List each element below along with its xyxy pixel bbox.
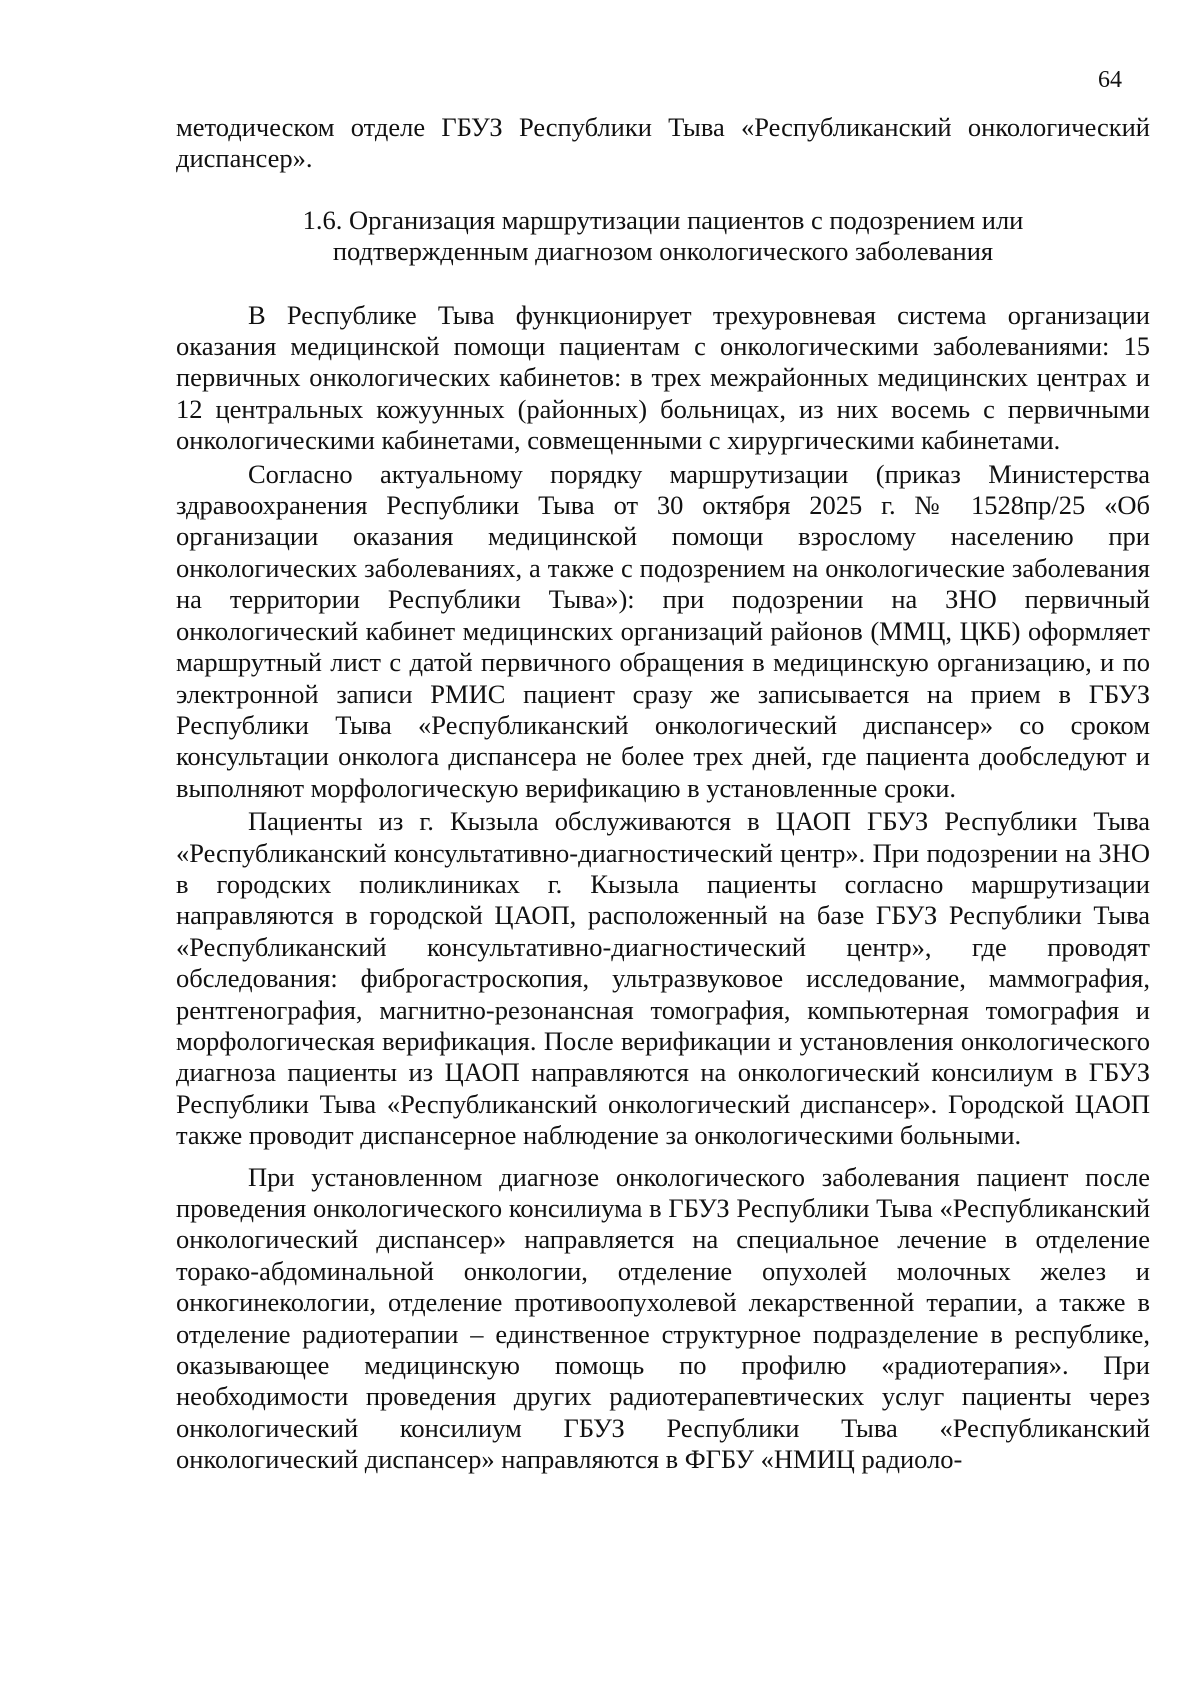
- paragraph-three-level-system: В Республике Тыва функционирует трехуровневая система организации оказания медицинской помощи пациентам с онкологическими заболеваниями: 15 первичных онкологических кабинетов: в трех межрайонных медицинских центрах и 12 центральных кожуунных (районных) больницах, из них восемь с первичными онкологическими кабинетами, совмещенными с хирургическими кабинетами.: [176, 299, 1150, 456]
- paragraph-kyzyl-patients: Пациенты из г. Кызыла обслуживаются в ЦАОП ГБУЗ Республики Тыва «Республиканский консультативно-диагностический центр». При подозрении на ЗНО в городских поликлиниках г. Кызыла пациенты согласно маршрутизации направляются в городской ЦАОП, расположенный на базе ГБУЗ Республики Тыва «Республиканский консультативно-диагностический центр», где проводят обследования: фиброгастроскопия, ультразвуковое исследование, маммография, рентгенография, магнитно-резонансная томография, компьютерная томография и морфологическая верификация. После верификации и установления онкологического диагноза пациенты из ЦАОП направляются на онкологический консилиум в ГБУЗ Республики Тыва «Республиканский онкологический диспансер». Городской ЦАОП также проводит диспансерное наблюдение за онкологическими больными.: [176, 806, 1150, 1151]
- paragraph-established-diagnosis: При установленном диагнозе онкологического заболевания пациент после проведения онкологического консилиума в ГБУЗ Республики Тыва «Республиканский онкологический диспансер» направляется на специальное лечение в отделение торако-абдоминальной онкологии, отделение опухолей молочных желез и онкогинекологии, отделение противоопухолевой лекарственной терапии, а также в отделение радиотерапии – единственное структурное подразделение в республике, оказывающее медицинскую помощь по профилю «радиотерапия». При необходимости проведения других радиотерапевтических услуг пациенты через онкологический консилиум ГБУЗ Республики Тыва «Республиканский онкологический диспансер» направляются в ФГБУ «НМИЦ радиоло-: [176, 1161, 1150, 1475]
- section-heading-line-2: подтвержденным диагнозом онкологического заболевания: [332, 236, 994, 267]
- paragraph-routing-order: Согласно актуальному порядку маршрутизации (приказ Министерства здравоохранения Республики Тыва от 30 октября 2025 г. № 1528пр/25 «Об организации оказания медицинской помощи взрослому населению при онкологических заболеваниях, а также с подозрением на онкологические заболевания на территории Республики Тыва»): при подозрении на ЗНО первичный онкологический кабинет медицинских организаций районов (ММЦ, ЦКБ) оформляет маршрутный лист с датой первичного обращения в медицинскую организацию, и по электронной записи РМИС пациент сразу же записывается на прием в ГБУЗ Республики Тыва «Республиканский онкологический диспансер» со сроком консультации онколога диспансера не более трех дней, где пациента дообследуют и выполняют морфологическую верификацию в установленные сроки.: [176, 458, 1150, 803]
- intro-text: методическом отделе ГБУЗ Республики Тыва «Республиканский онкологический диспансер».: [176, 112, 1150, 174]
- document-body: [176, 112, 1150, 1476]
- section-heading-line-1: 1.6. Организация маршрутизации пациентов с подозрением или: [302, 204, 1024, 235]
- page-number: 64: [1098, 67, 1122, 93]
- section-heading: [176, 205, 1150, 268]
